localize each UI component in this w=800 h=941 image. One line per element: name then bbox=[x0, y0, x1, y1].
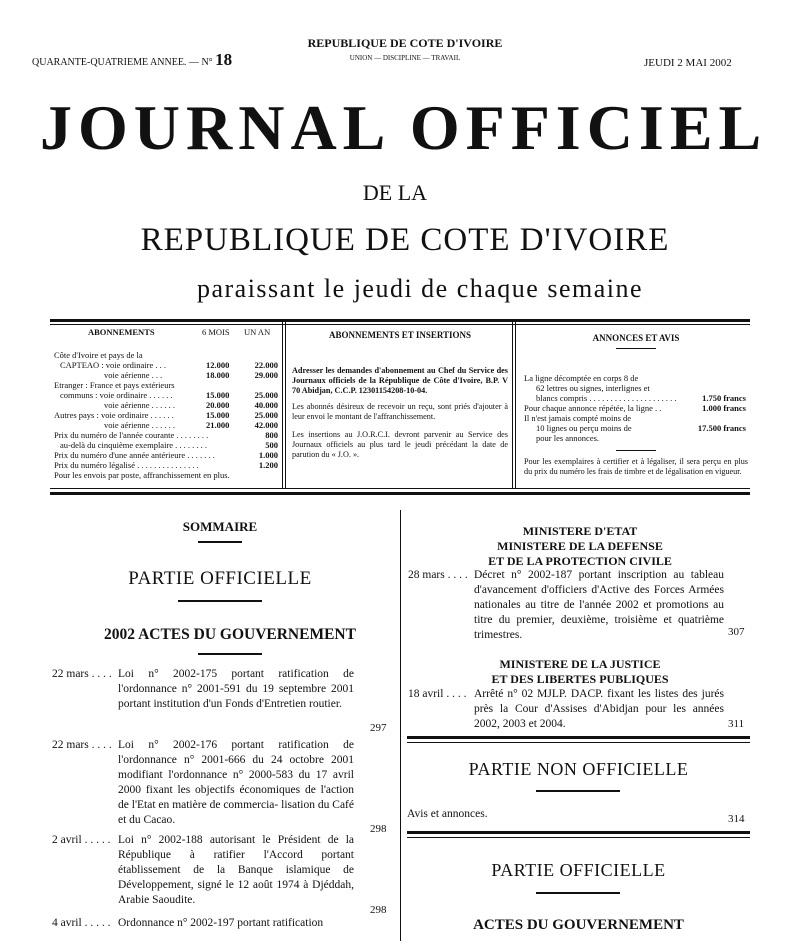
subscription-row-unan: 1.200 bbox=[258, 460, 278, 470]
subscription-row bbox=[54, 390, 280, 400]
annonces-box bbox=[524, 333, 748, 477]
right-actes-heading: ACTES DU GOUVERNEMENT bbox=[473, 917, 684, 933]
left-partie-officielle: PARTIE OFFICIELLE bbox=[128, 568, 312, 589]
annonce-row-label: Il n'est jamais compté moins de bbox=[524, 413, 632, 423]
annonces-note: Pour les exemplaires à certifier et à légaliser, il sera perçu en plus du prix du numéro les frais de timbre et de légalisation en vigueur. bbox=[524, 457, 748, 476]
insertions-heading: ABONNEMENTS ET INSERTIONS bbox=[328, 330, 472, 340]
annonces-heading: ANNONCES ET AVIS bbox=[592, 333, 680, 343]
avis-annonces: Avis et annonces. bbox=[407, 808, 488, 820]
right-entry-2-text: Arrêté n° 02 MJLP. DACP. fixant les listes des jurés près la Cour d'Assises d'Abidjan pour les années 2002, 2003 et 2004. bbox=[474, 688, 724, 730]
subscription-row bbox=[54, 470, 280, 480]
right-section-rule-2-thick bbox=[407, 831, 750, 834]
subscription-row bbox=[54, 360, 280, 370]
subscription-row-label: Autres pays : voie ordinaire . . . . . . bbox=[54, 410, 174, 420]
subscription-row-label: Prix du numéro de l'année courante . . . . . . . . bbox=[54, 430, 209, 440]
left-partie-rule bbox=[178, 600, 262, 602]
left-entry bbox=[52, 667, 392, 734]
subscription-row bbox=[54, 370, 280, 380]
ministry2-line-2: ET DES LIBERTES PUBLIQUES bbox=[491, 672, 669, 686]
left-actes-heading: 2002 ACTES DU GOUVERNEMENT bbox=[104, 626, 356, 643]
left-entry-date: 22 mars . . . . bbox=[52, 739, 112, 751]
subscription-row-unan: 40.000 bbox=[254, 400, 278, 410]
right-entry-1-date: 28 mars . . . . bbox=[408, 569, 468, 581]
left-entry-text: Loi n° 2002-175 portant ratification de l'ordonnance n° 2001-591 du 19 septembre 2001 portant institution d'un Fonds d'Entretien routier. bbox=[118, 668, 354, 710]
box-divider-2a bbox=[512, 319, 513, 489]
subscriptions-header bbox=[54, 327, 280, 341]
annonces-note-rule bbox=[616, 450, 656, 451]
box-bottom-rule-thin bbox=[50, 488, 750, 489]
subscription-row-label: voie aérienne . . . . . . bbox=[104, 420, 176, 430]
republic-name: REPUBLIQUE DE COTE D'IVOIRE bbox=[307, 36, 503, 50]
republic-motto: UNION — DISCIPLINE — TRAVAIL bbox=[349, 54, 461, 62]
annonce-row-label: 62 lettres ou signes, interlignes et bbox=[536, 383, 650, 393]
box-divider-1b bbox=[285, 319, 286, 489]
subscriptions-col-unan: UN AN bbox=[244, 327, 271, 337]
annonces-heading-rule bbox=[616, 348, 656, 349]
right-entry-1-page: 307 bbox=[728, 626, 745, 638]
annonce-row-label: 10 lignes ou perçu moins de bbox=[536, 423, 632, 433]
ministry2-heading bbox=[410, 657, 750, 687]
box-divider-1a bbox=[282, 319, 283, 489]
column-separator-rule bbox=[400, 510, 401, 941]
partie-non-officielle: PARTIE NON OFFICIELLE bbox=[468, 759, 689, 779]
left-entry-text: Loi n° 2002-188 autorisant le Président de la République à ratifier l'Accord portant établissement de la Banque islamique de Développement, signé le 12 août 1974 à Djéddah, Arabie Saoudite. bbox=[118, 834, 354, 906]
masthead-country: REPUBLIQUE DE COTE D'IVOIRE bbox=[140, 222, 670, 258]
masthead-tagline: paraissant le jeudi de chaque semaine bbox=[196, 274, 644, 303]
annonce-row-label: La ligne décomptée en corps 8 de bbox=[524, 373, 639, 383]
left-entry-page: 298 bbox=[370, 823, 387, 835]
subscription-row-label: CAPTEAO : voie ordinaire . . . bbox=[60, 360, 166, 370]
annonce-row bbox=[524, 433, 748, 443]
left-entry-page: 298 bbox=[370, 904, 387, 916]
subscription-row-unan: 25.000 bbox=[254, 390, 278, 400]
annonce-row bbox=[524, 383, 748, 393]
annonce-row bbox=[524, 373, 748, 383]
subscription-row-label: communs : voie ordinaire . . . . . . bbox=[60, 390, 173, 400]
insertions-p1: Adresser les demandes d'abonnement au Chef du Service des Journaux officiels de la République de Côte d'Ivoire, B.P. V 70 Abidjan, C.C.P. 12301154208-10-04. bbox=[292, 366, 508, 395]
masthead-title: JOURNAL OFFICIEL bbox=[40, 92, 768, 163]
republic-header bbox=[270, 36, 540, 62]
subscription-row-6mois: 15.000 bbox=[206, 390, 230, 400]
subscription-row-label: Prix du numéro légalisé . . . . . . . . . . . . . . . bbox=[54, 460, 199, 470]
subscription-row bbox=[54, 410, 280, 420]
subscription-row bbox=[54, 400, 280, 410]
right-entry-2-page: 311 bbox=[728, 718, 745, 730]
left-entry-date: 4 avril . . . . . bbox=[52, 917, 111, 929]
right-entry-1 bbox=[408, 568, 750, 640]
annonce-row-label: Pour chaque annonce répétée, la ligne . . bbox=[524, 403, 662, 413]
ministry2-line-1: MINISTERE DE LA JUSTICE bbox=[499, 657, 661, 671]
annonce-row bbox=[524, 403, 748, 413]
right-entry-2 bbox=[408, 687, 750, 732]
subscription-row-6mois: 15.000 bbox=[206, 410, 230, 420]
subscription-row-unan: 25.000 bbox=[254, 410, 278, 420]
insertions-p2: Les abonnés désireux de recevoir un reçu, sont priés d'ajouter à leur envoi le montant de l'affranchissement. bbox=[292, 402, 508, 421]
subscription-row-6mois: 18.000 bbox=[206, 370, 230, 380]
issue-date: JEUDI 2 MAI 2002 bbox=[644, 57, 732, 69]
subscription-row-6mois: 21.000 bbox=[206, 420, 230, 430]
subscription-row-label: voie aérienne . . . bbox=[104, 370, 163, 380]
masthead-de-la: DE LA bbox=[362, 180, 428, 205]
subscription-row-label: voie aérienne . . . . . . bbox=[104, 400, 176, 410]
subscription-row bbox=[54, 420, 280, 430]
left-entry bbox=[52, 833, 392, 916]
annonce-row-label: pour les annonces. bbox=[536, 433, 600, 443]
left-entry bbox=[52, 738, 392, 835]
issue-number-prefix: N° bbox=[201, 57, 213, 68]
box-divider-2b bbox=[515, 319, 516, 489]
subscriptions-col-6mois: 6 MOIS bbox=[202, 327, 230, 337]
subscription-row bbox=[54, 380, 280, 390]
subscriptions-box bbox=[54, 327, 280, 480]
subscriptions-heading: ABONNEMENTS bbox=[88, 327, 155, 337]
issue-number: 18 bbox=[215, 50, 233, 69]
edition-line bbox=[32, 50, 232, 70]
subscription-row-unan: 29.000 bbox=[254, 370, 278, 380]
annonce-row-price: 1.000 francs bbox=[702, 403, 746, 413]
subscription-row-label: au-delà du cinquième exemplaire . . . . . . . . bbox=[60, 440, 208, 450]
ministry1-heading bbox=[410, 524, 750, 569]
subscription-row-label: Pour les envois par poste, affranchissement en plus. bbox=[54, 470, 230, 480]
subscription-row-unan: 800 bbox=[265, 430, 278, 440]
subscription-row-unan: 500 bbox=[265, 440, 278, 450]
insertions-p3: Les insertions au J.O.R.C.I. devront parvenir au Service des Journaux officiels au plus tard le jeudi précédant la date de parution du « J.O. ». bbox=[292, 430, 508, 459]
sommaire-rule bbox=[198, 541, 242, 543]
avis-annonces-page: 314 bbox=[728, 813, 745, 825]
right-partie-rule bbox=[536, 892, 620, 894]
ministry1-line-1: MINISTERE D'ETAT bbox=[522, 524, 638, 538]
left-entry-date: 2 avril . . . . . bbox=[52, 834, 111, 846]
sommaire-heading: SOMMAIRE bbox=[182, 519, 258, 534]
box-top-rule-thick bbox=[50, 319, 750, 322]
edition-text: QUARANTE-QUATRIEME ANNEE. — bbox=[32, 57, 199, 68]
left-actes-rule bbox=[198, 653, 262, 655]
annonce-row bbox=[524, 423, 748, 433]
annonce-row-label: blancs compris . . . . . . . . . . . . . . . . . . . . . bbox=[536, 393, 677, 403]
subscription-row-unan: 42.000 bbox=[254, 420, 278, 430]
subscription-row bbox=[54, 440, 280, 450]
subscription-row bbox=[54, 430, 280, 440]
left-entry-text: Loi n° 2002-176 portant ratification de l'ordonnance n° 2001-666 du 24 octobre 2001 modifiant l'ordonnance n° 2000-583 du 17 avril 2000 fixant les objectifs économiques de l'action de l'Etat en matière de commercia- lisation du Café et du Cacao. bbox=[118, 739, 354, 826]
annonce-row-price: 1.750 francs bbox=[702, 393, 746, 403]
right-section-rule-thin bbox=[407, 742, 750, 743]
right-partie-officielle: PARTIE OFFICIELLE bbox=[491, 860, 666, 880]
subscription-row bbox=[54, 460, 280, 470]
right-entry-2-date: 18 avril . . . . bbox=[408, 688, 467, 700]
subscription-row-label: Etranger : France et pays extérieurs bbox=[54, 380, 175, 390]
left-entry bbox=[52, 916, 392, 936]
ministry1-line-2: MINISTERE DE LA DEFENSE bbox=[497, 539, 663, 553]
partie-non-rule bbox=[536, 790, 620, 792]
subscription-row-unan: 22.000 bbox=[254, 360, 278, 370]
left-entry-text: Ordonnance n° 2002-197 portant ratification bbox=[118, 917, 324, 929]
subscription-row-label: Côte d'Ivoire et pays de la bbox=[54, 350, 143, 360]
right-section-rule-thick bbox=[407, 736, 750, 739]
annonce-row bbox=[524, 393, 748, 403]
ministry1-line-3: ET DE LA PROTECTION CIVILE bbox=[488, 554, 672, 568]
annonce-row bbox=[524, 413, 748, 423]
insertions-box bbox=[292, 330, 508, 460]
subscription-row-unan: 1.000 bbox=[258, 450, 278, 460]
subscription-row-label: Prix du numéro d'une année antérieure . . . . . . . bbox=[54, 450, 215, 460]
left-entry-date: 22 mars . . . . bbox=[52, 668, 112, 680]
annonces-rows bbox=[524, 373, 748, 443]
right-entry-1-text: Décret n° 2002-187 portant inscription au tableau d'avancement d'officiers d'Active des Forces Armées nationales au titre de l'année 2002 et promotions au titre du premier, deuxième, troisième et quatrième trimestres. bbox=[474, 569, 724, 641]
subscription-row bbox=[54, 350, 280, 360]
subscription-row-6mois: 20.000 bbox=[206, 400, 230, 410]
subscription-row bbox=[54, 450, 280, 460]
box-bottom-rule-thick bbox=[50, 492, 750, 495]
left-entry-page: 297 bbox=[370, 722, 387, 734]
subscriptions-rows bbox=[54, 350, 280, 480]
right-section-rule-2-thin bbox=[407, 837, 750, 838]
subscription-row-6mois: 12.000 bbox=[206, 360, 230, 370]
annonce-row-price: 17.500 francs bbox=[697, 423, 746, 433]
box-top-rule-thin bbox=[50, 324, 750, 325]
